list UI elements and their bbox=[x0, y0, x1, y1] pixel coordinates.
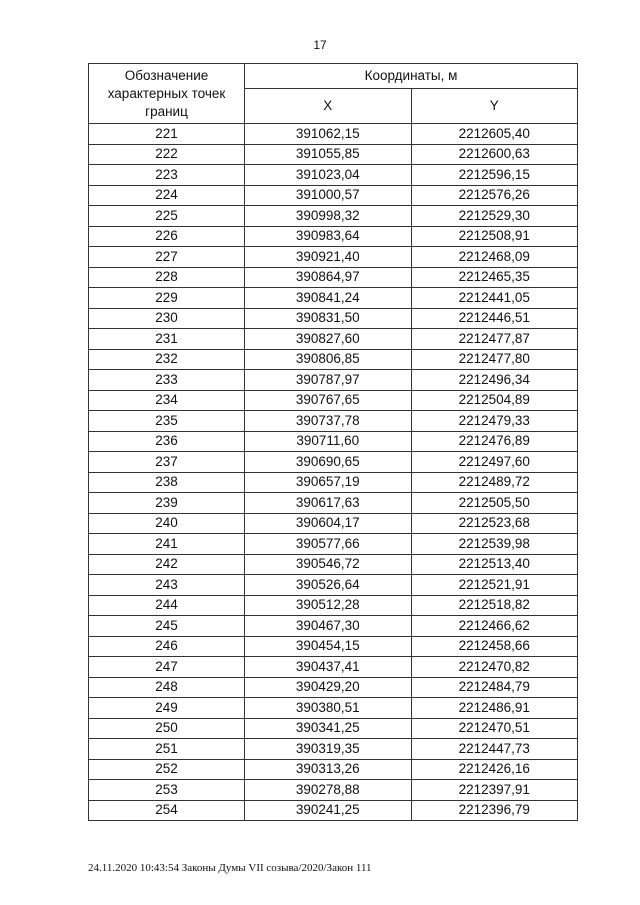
y-coordinate-cell: 2212518,82 bbox=[411, 595, 578, 616]
y-coordinate-cell: 2212477,87 bbox=[411, 329, 578, 350]
y-coordinate-cell: 2212497,60 bbox=[411, 452, 578, 473]
x-coordinate-cell: 390467,30 bbox=[245, 616, 412, 637]
x-coordinate-cell: 390841,24 bbox=[245, 288, 412, 309]
y-coordinate-cell: 2212496,34 bbox=[411, 370, 578, 391]
table-row bbox=[89, 452, 578, 473]
header-x: X bbox=[245, 89, 412, 124]
y-coordinate-cell: 2212477,80 bbox=[411, 349, 578, 370]
header-coordinates: Координаты, м bbox=[245, 64, 578, 89]
x-coordinate-cell: 390657,19 bbox=[245, 472, 412, 493]
x-coordinate-cell: 390429,20 bbox=[245, 677, 412, 698]
point-id-cell: 237 bbox=[89, 452, 245, 473]
x-coordinate-cell: 390454,15 bbox=[245, 636, 412, 657]
y-coordinate-cell: 2212465,35 bbox=[411, 267, 578, 288]
footer-stamp: 24.11.2020 10:43:54 Законы Думы VII созыва/2020/Закон 111 bbox=[88, 862, 372, 874]
x-coordinate-cell: 390512,28 bbox=[245, 595, 412, 616]
x-coordinate-cell: 390278,88 bbox=[245, 780, 412, 801]
point-id-cell: 246 bbox=[89, 636, 245, 657]
y-coordinate-cell: 2212484,79 bbox=[411, 677, 578, 698]
y-coordinate-cell: 2212476,89 bbox=[411, 431, 578, 452]
y-coordinate-cell: 2212529,30 bbox=[411, 206, 578, 227]
header-y: Y bbox=[411, 89, 578, 124]
x-coordinate-cell: 390827,60 bbox=[245, 329, 412, 350]
point-id-cell: 233 bbox=[89, 370, 245, 391]
point-id-cell: 248 bbox=[89, 677, 245, 698]
x-coordinate-cell: 390241,25 bbox=[245, 800, 412, 821]
y-coordinate-cell: 2212596,15 bbox=[411, 165, 578, 186]
table-row bbox=[89, 636, 578, 657]
y-coordinate-cell: 2212458,66 bbox=[411, 636, 578, 657]
x-coordinate-cell: 390690,65 bbox=[245, 452, 412, 473]
table-row bbox=[89, 595, 578, 616]
x-coordinate-cell: 391023,04 bbox=[245, 165, 412, 186]
table-row bbox=[89, 144, 578, 165]
table-row bbox=[89, 185, 578, 206]
point-id-cell: 235 bbox=[89, 411, 245, 432]
x-coordinate-cell: 390604,17 bbox=[245, 513, 412, 534]
y-coordinate-cell: 2212539,98 bbox=[411, 534, 578, 555]
y-coordinate-cell: 2212441,05 bbox=[411, 288, 578, 309]
table-row bbox=[89, 575, 578, 596]
x-coordinate-cell: 390737,78 bbox=[245, 411, 412, 432]
y-coordinate-cell: 2212505,50 bbox=[411, 493, 578, 514]
table-row bbox=[89, 780, 578, 801]
x-coordinate-cell: 390767,65 bbox=[245, 390, 412, 411]
table-row bbox=[89, 267, 578, 288]
point-id-cell: 239 bbox=[89, 493, 245, 514]
y-coordinate-cell: 2212447,73 bbox=[411, 739, 578, 760]
x-coordinate-cell: 390546,72 bbox=[245, 554, 412, 575]
point-id-cell: 227 bbox=[89, 247, 245, 268]
table-row bbox=[89, 226, 578, 247]
y-coordinate-cell: 2212504,89 bbox=[411, 390, 578, 411]
table-row bbox=[89, 390, 578, 411]
point-id-cell: 241 bbox=[89, 534, 245, 555]
x-coordinate-cell: 390921,40 bbox=[245, 247, 412, 268]
y-coordinate-cell: 2212523,68 bbox=[411, 513, 578, 534]
x-coordinate-cell: 390577,66 bbox=[245, 534, 412, 555]
point-id-cell: 226 bbox=[89, 226, 245, 247]
point-id-cell: 230 bbox=[89, 308, 245, 329]
x-coordinate-cell: 390319,35 bbox=[245, 739, 412, 760]
y-coordinate-cell: 2212508,91 bbox=[411, 226, 578, 247]
y-coordinate-cell: 2212486,91 bbox=[411, 698, 578, 719]
y-coordinate-cell: 2212466,62 bbox=[411, 616, 578, 637]
point-id-cell: 249 bbox=[89, 698, 245, 719]
table-row bbox=[89, 411, 578, 432]
table-row bbox=[89, 288, 578, 309]
y-coordinate-cell: 2212489,72 bbox=[411, 472, 578, 493]
point-id-cell: 234 bbox=[89, 390, 245, 411]
point-id-cell: 247 bbox=[89, 657, 245, 678]
x-coordinate-cell: 390437,41 bbox=[245, 657, 412, 678]
table-row bbox=[89, 677, 578, 698]
table-row bbox=[89, 247, 578, 268]
table-row bbox=[89, 513, 578, 534]
point-id-cell: 238 bbox=[89, 472, 245, 493]
table-row bbox=[89, 206, 578, 227]
table-row bbox=[89, 124, 578, 145]
table-row bbox=[89, 349, 578, 370]
x-coordinate-cell: 390617,63 bbox=[245, 493, 412, 514]
y-coordinate-cell: 2212426,16 bbox=[411, 759, 578, 780]
x-coordinate-cell: 390864,97 bbox=[245, 267, 412, 288]
point-id-cell: 224 bbox=[89, 185, 245, 206]
x-coordinate-cell: 390983,64 bbox=[245, 226, 412, 247]
y-coordinate-cell: 2212470,82 bbox=[411, 657, 578, 678]
y-coordinate-cell: 2212468,09 bbox=[411, 247, 578, 268]
point-id-cell: 245 bbox=[89, 616, 245, 637]
point-id-cell: 252 bbox=[89, 759, 245, 780]
x-coordinate-cell: 390806,85 bbox=[245, 349, 412, 370]
x-coordinate-cell: 390711,60 bbox=[245, 431, 412, 452]
table-row bbox=[89, 759, 578, 780]
x-coordinate-cell: 390380,51 bbox=[245, 698, 412, 719]
table-row bbox=[89, 534, 578, 555]
point-id-cell: 242 bbox=[89, 554, 245, 575]
point-id-cell: 251 bbox=[89, 739, 245, 760]
point-id-cell: 250 bbox=[89, 718, 245, 739]
x-coordinate-cell: 390998,32 bbox=[245, 206, 412, 227]
table-row bbox=[89, 554, 578, 575]
x-coordinate-cell: 390787,97 bbox=[245, 370, 412, 391]
y-coordinate-cell: 2212397,91 bbox=[411, 780, 578, 801]
table-row bbox=[89, 472, 578, 493]
y-coordinate-cell: 2212600,63 bbox=[411, 144, 578, 165]
point-id-cell: 223 bbox=[89, 165, 245, 186]
x-coordinate-cell: 391062,15 bbox=[245, 124, 412, 145]
y-coordinate-cell: 2212470,51 bbox=[411, 718, 578, 739]
y-coordinate-cell: 2212521,91 bbox=[411, 575, 578, 596]
point-id-cell: 244 bbox=[89, 595, 245, 616]
table-row bbox=[89, 370, 578, 391]
table-row bbox=[89, 698, 578, 719]
table-body bbox=[89, 124, 578, 821]
point-id-cell: 240 bbox=[89, 513, 245, 534]
table-row bbox=[89, 616, 578, 637]
y-coordinate-cell: 2212479,33 bbox=[411, 411, 578, 432]
y-coordinate-cell: 2212576,26 bbox=[411, 185, 578, 206]
x-coordinate-cell: 391000,57 bbox=[245, 185, 412, 206]
point-id-cell: 225 bbox=[89, 206, 245, 227]
point-id-cell: 229 bbox=[89, 288, 245, 309]
page-number: 17 bbox=[313, 38, 327, 52]
point-id-cell: 236 bbox=[89, 431, 245, 452]
coordinates-table bbox=[88, 63, 578, 821]
point-id-cell: 253 bbox=[89, 780, 245, 801]
table-row bbox=[89, 800, 578, 821]
table-row bbox=[89, 718, 578, 739]
header-point-id: Обозначение характерных точек границ bbox=[89, 64, 245, 124]
table-row bbox=[89, 739, 578, 760]
table-row bbox=[89, 493, 578, 514]
table-row bbox=[89, 308, 578, 329]
x-coordinate-cell: 390341,25 bbox=[245, 718, 412, 739]
point-id-cell: 221 bbox=[89, 124, 245, 145]
point-id-cell: 254 bbox=[89, 800, 245, 821]
point-id-cell: 243 bbox=[89, 575, 245, 596]
y-coordinate-cell: 2212446,51 bbox=[411, 308, 578, 329]
point-id-cell: 228 bbox=[89, 267, 245, 288]
table-row bbox=[89, 329, 578, 350]
y-coordinate-cell: 2212396,79 bbox=[411, 800, 578, 821]
table-row bbox=[89, 657, 578, 678]
table-row bbox=[89, 165, 578, 186]
table-row bbox=[89, 431, 578, 452]
x-coordinate-cell: 390526,64 bbox=[245, 575, 412, 596]
y-coordinate-cell: 2212513,40 bbox=[411, 554, 578, 575]
point-id-cell: 231 bbox=[89, 329, 245, 350]
point-id-cell: 222 bbox=[89, 144, 245, 165]
x-coordinate-cell: 390313,26 bbox=[245, 759, 412, 780]
y-coordinate-cell: 2212605,40 bbox=[411, 124, 578, 145]
point-id-cell: 232 bbox=[89, 349, 245, 370]
x-coordinate-cell: 391055,85 bbox=[245, 144, 412, 165]
x-coordinate-cell: 390831,50 bbox=[245, 308, 412, 329]
